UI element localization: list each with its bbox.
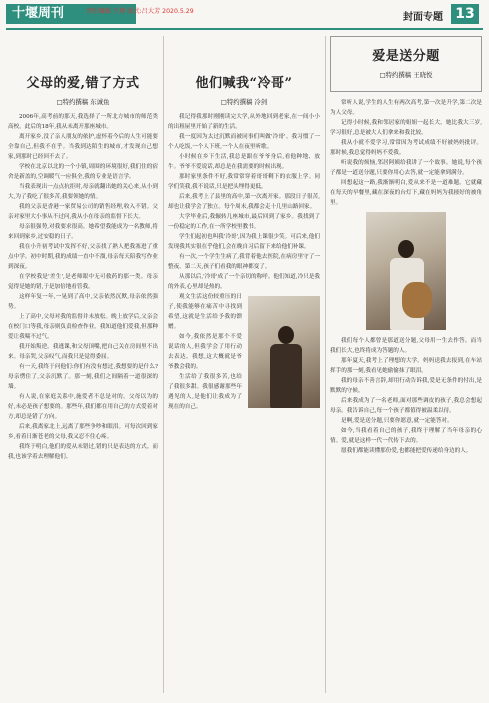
article-body bbox=[8, 112, 158, 462]
column-divider bbox=[163, 36, 164, 693]
paragraph: 有一天,我终于问他们:你们有没有想过,我想要的是什么?母亲愣住了,父亲沉默了。那一刻,我们之间隔着一道很深的墙。 bbox=[8, 364, 158, 390]
title-box bbox=[330, 36, 482, 92]
paragraph: 学校在北京以北的一个小镇,周围的环境很好,我们住的宿舍是新盖的,空调暖气一应俱全,我的专业是语言学。 bbox=[8, 164, 158, 180]
paragraph: 后来,我考上了县里的高中,第一次离开家。那段日子很苦,却也让我学会了独立。每个周末,我都会走十几里山路回家。 bbox=[168, 194, 320, 210]
article-body bbox=[330, 98, 482, 456]
paragraph: 听说我的烦恼,邻居阿姨给我讲了一个故事。她说,每个孩子都是一道送分题,只要你用心去答,就一定能拿到满分。 bbox=[330, 160, 482, 176]
column-divider bbox=[325, 36, 326, 693]
paragraph: 大学毕业后,我辗转几座城市,最后回到了家乡。我找到了一份稳定的工作,在一所学校里教书。 bbox=[168, 214, 320, 230]
paragraph: 我们每个人都曾是那道送分题,父母用一生去作答。而当我们长大,也终将成为答题的人。 bbox=[330, 338, 482, 354]
edition-meta: 责任编辑:王博 版式:吕大芳 2020.5.29 bbox=[86, 8, 194, 15]
paragraph: 生活给了我很多苦,也给了我很多甜。我很感谢那些年遇见的人,是他们让我成为了现在的自己。 bbox=[168, 374, 242, 410]
paragraph: 我终于明白,他们的爱从未错过,错的只是表达的方式。而我,也该学着去理解他们。 bbox=[8, 444, 158, 460]
paragraph: 后来我成为了一名老师,面对那些调皮的孩子,我总会想起母亲。我告诉自己,每一个孩子都值得被温柔以待。 bbox=[330, 398, 482, 414]
paragraph: 我的父亲是香港一家贸易公司的销售经理,收入不错。父亲对家里大小事从不过问,我从小在母亲的监督下长大。 bbox=[8, 204, 158, 220]
page-number: 13 bbox=[451, 4, 479, 24]
paragraph: 愿我们都能读懂那份爱,也都能把爱传递给身边的人。 bbox=[341, 448, 472, 454]
paragraph: 我从小就不爱学习,常常因为考试成绩不好被妈妈批评。那时候,我总觉得妈妈不爱我。 bbox=[330, 140, 482, 156]
section-title: 封面专题 bbox=[403, 12, 443, 23]
article-love-is-easy bbox=[330, 36, 482, 693]
person-silhouette bbox=[270, 344, 302, 408]
paragraph: 回想起这一路,我渐渐明白,爱从来不是一道难题。它就藏在每天的早餐里,藏在深夜的台灯下,藏在妈妈为我掖好的被角里。 bbox=[330, 180, 482, 206]
paragraph: 从那以后,'冷哥'成了一个亲切的称呼。他们知道,冷只是我的外表,心里却是热的。 bbox=[168, 274, 320, 290]
paragraph: 那时家里条件不好,我常常穿着哥哥剩下的衣服上学。同学们笑我,我不说话,只是把头埋得更低。 bbox=[168, 174, 320, 190]
article-title: 他们喊我“冷哥” bbox=[195, 76, 293, 91]
article-byline: □特约撰稿 王晓悦 bbox=[379, 71, 433, 79]
paragraph: 记得小时候,我和邻居家的姐姐一起长大。她比我大三岁,学习很好,总是被大人们拿来和我比较。 bbox=[330, 120, 482, 136]
page-header bbox=[0, 0, 489, 30]
person-silhouette bbox=[398, 240, 414, 258]
paragraph: 学生们起初也叫我'冷哥',因为我上课很少笑。可后来,他们发现我其实很在乎他们,会在晚自习后留下来给他们补课。 bbox=[168, 234, 320, 250]
paragraph: 2006年,高考前的那天,我选择了一所北方城市的师范类高校。此后的18年,我从未离开那座城市。 bbox=[8, 114, 158, 130]
article-parents-love bbox=[8, 36, 158, 693]
paragraph: 上了高中,父母对我的监督并未放松。晚上放学后,父亲会在校门口等我,母亲则负责检查作业。我知道他们爱我,但那种爱让我喘不过气。 bbox=[8, 314, 158, 340]
paragraph: 我开始叛逆。我逃课,和父母顶嘴,把自己关在房间里不出来。母亲哭,父亲叹气,而我只是觉得委屈。 bbox=[8, 344, 158, 360]
paragraph: 如今,当我看着自己的孩子,我终于理解了当年母亲的心情。爱,就是这样一代一代传下去的。 bbox=[330, 428, 482, 444]
article-cold-brother bbox=[168, 36, 320, 693]
paragraph: 我记得我那时刚刚读完大学,从外地回到老家,在一间小小的出租屋里开始了新的生活。 bbox=[168, 114, 320, 130]
paragraph: 我一度因为太过沉默而被同事们叫做'冷哥'。我习惯了一个人吃饭,一个人下班,一个人在夜里听歌。 bbox=[168, 134, 320, 150]
author-photo-guitar bbox=[366, 212, 446, 330]
masthead: 十堰周刊 bbox=[6, 4, 136, 24]
article-byline: □特约撰稿 东诚鱼 bbox=[56, 98, 110, 106]
person-silhouette bbox=[278, 326, 294, 344]
paragraph: 当我表现出一点点抗拒时,母亲就翻出她的关心来,从小到大,为了我吃了很多苦,我要领她的情。 bbox=[8, 184, 158, 200]
paragraph: 这样年复一年,一晃到了高中,父亲依然沉默,母亲依然强势。 bbox=[8, 294, 158, 310]
paragraph: 有人说,在家庭关系中,施爱者不总是对的。父母以为的好,未必是孩子想要的。那些年,我们都在用自己的方式爱着对方,却总是错了方向。 bbox=[8, 394, 158, 420]
paragraph: 我在小升初考试中发挥不好,父亲找了熟人把我塞进了重点中学。初中时期,我的成绩一直中不溜,母亲每天陪我写作业到深夜。 bbox=[8, 244, 158, 270]
paragraph: 我的母亲不善言辞,却用行动告诉我,爱是无条件的付出,是默默的守候。 bbox=[330, 378, 482, 394]
paragraph: 是啊,爱是送分题,只要你愿意,就一定能答对。 bbox=[341, 418, 453, 424]
paragraph: 在学校我是'差生',是老师眼中无可救药的那一类。母亲觉得是她的错,于是加倍地看管我。 bbox=[8, 274, 158, 290]
paragraph: 如今,我依然是那个不爱说话的人,但我学会了用行动去表达。我想,这大概就是爷爷教会我的。 bbox=[168, 334, 242, 370]
paragraph: 常听人说,学生的人生有两次高考,第一次是升学,第二次是为人父母。 bbox=[330, 100, 482, 116]
paragraph: 小时候在乡下生活,我总是跟在爷爷身后,看他种地、放牛。爷爷不爱说话,却总是在我需要的时候出现。 bbox=[168, 154, 320, 170]
paragraph: 离开家乡,没了亲人朋友的依护,虚怀着今后的人生可能要全靠自己,但我不在乎。当我到达陌生的城市,才发现自己想家,到那时已经回不去了。 bbox=[8, 134, 158, 160]
article-body bbox=[168, 112, 320, 412]
article-title: 父母的爱,错了方式 bbox=[26, 76, 140, 91]
header-rule bbox=[6, 28, 483, 30]
author-photo bbox=[248, 296, 320, 408]
paragraph: 那年夏天,我考上了理想的大学。妈妈送我去报到,在车站挥手的那一刻,我看见她偷偷抹了眼泪。 bbox=[330, 358, 482, 374]
article-title: 爱是送分题 bbox=[372, 49, 440, 64]
article-byline: □特约撰稿 冷剑 bbox=[220, 98, 268, 106]
photo-caption-text: 观文生活这份较重压的日子,使我能够在痛苦中寻找到希望,这就是生活给予我的馈赠。 bbox=[168, 294, 242, 330]
paragraph: 后来,我离家北上,远离了那些争吵和眼泪。可每次回到家乡,看着日渐苍老的父母,我又忍不住心疼。 bbox=[8, 424, 158, 440]
paragraph: 有一次,一个学生生病了,我背着他去医院,在病房里守了一整夜。第二天,孩子们看我的眼神都变了。 bbox=[168, 254, 320, 270]
paragraph: 母亲很强势,对我要求很高。她希望我能成为一名教师,将来回到家乡,过安稳的日子。 bbox=[8, 224, 158, 240]
guitar-icon bbox=[402, 282, 432, 318]
